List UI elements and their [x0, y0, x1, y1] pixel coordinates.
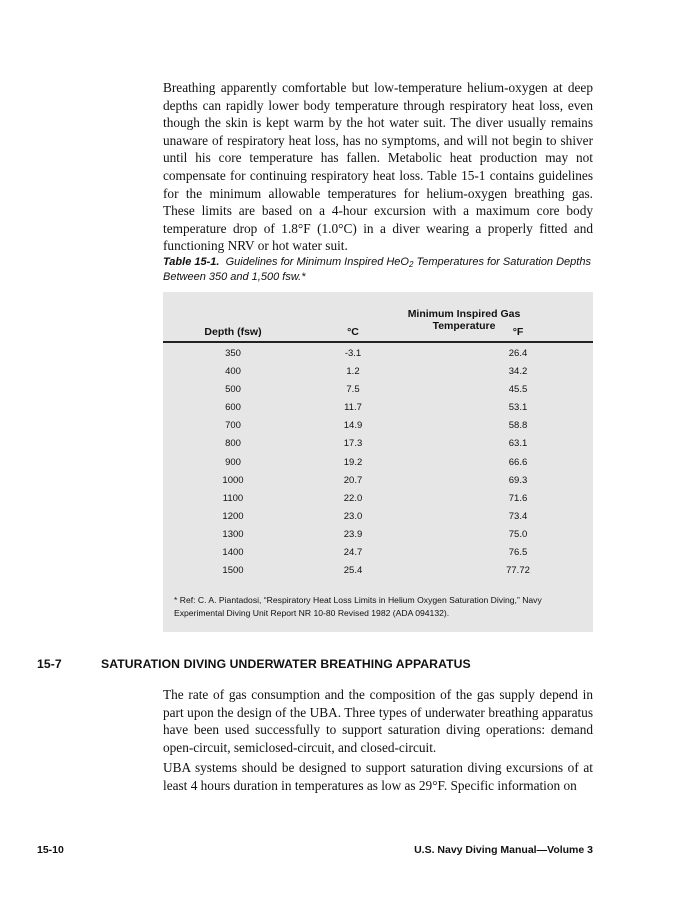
table-row [163, 508, 593, 526]
cell-depth: 500 [225, 384, 241, 396]
table-footnote: * Ref: C. A. Piantadosi, “Respiratory Heat Loss Limits in Helium Oxygen Saturation Diving,” Navy Experimental Diving Unit Report NR 10-80 Revised 1982 (ADA 094132). [174, 595, 542, 618]
cell-depth: 600 [225, 402, 241, 414]
table-row [163, 399, 593, 417]
cell-fahrenheit: 34.2 [508, 366, 528, 378]
cell-depth: 1000 [222, 474, 244, 486]
cell-celsius: 23.9 [343, 528, 363, 540]
table-row [163, 454, 593, 472]
table-caption-label: Table 15-1. [163, 256, 220, 268]
column-header-celsius: °C [347, 326, 359, 338]
cell-celsius: 7.5 [346, 384, 360, 396]
table-row [163, 472, 593, 490]
cell-depth: 900 [225, 456, 241, 468]
table-row [163, 526, 593, 544]
cell-celsius: 25.4 [343, 565, 363, 577]
column-header-fahrenheit: °F [512, 326, 524, 338]
cell-celsius: 20.7 [343, 474, 363, 486]
uba-paragraph: The rate of gas consumption and the composition of the gas supply depend in part upon the design of the UBA. Three types of underwater breathing apparatus have been used successfully to support saturation diving operations: demand open-circuit, semiclosed-circuit, and closed-circuit. [163, 687, 593, 755]
table-row [163, 363, 593, 381]
cell-celsius: 14.9 [343, 420, 363, 432]
cell-fahrenheit: 76.5 [508, 547, 528, 559]
cell-fahrenheit: 69.3 [508, 474, 528, 486]
cell-depth: 1400 [222, 547, 244, 559]
cell-celsius: 11.7 [344, 402, 362, 414]
cell-depth: 1300 [222, 528, 244, 540]
table-row [163, 417, 593, 435]
cell-depth: 1200 [222, 510, 244, 522]
temperature-table [163, 292, 593, 632]
cell-fahrenheit: 63.1 [508, 438, 528, 450]
cell-celsius: -3.1 [344, 348, 362, 359]
cell-fahrenheit: 73.4 [508, 510, 528, 522]
header-rule [163, 341, 593, 343]
cell-celsius: 23.0 [343, 510, 363, 522]
intro-paragraph: Breathing apparently comfortable but low-temperature helium-oxygen at deep depths can rapidly lower body temperature through respiratory heat loss, even though the skin is kept warm by the hot water suit. The diver usually remains unaware of respiratory heat loss, has no symptoms, and will not begin to shiver until his core temperature has fallen. Metabolic heat production may not compensate for continuing respiratory heat loss. Table 15-1 contains guidelines for the minimum allowable temperatures for helium-oxygen breathing gas. These limits are based on a 4-hour excursion with a maximum core body temperature drop of 1.8°F (1.0°C) in a diver wearing a properly fitted and functioning NRV or hot water suit. [163, 80, 593, 254]
cell-fahrenheit: 66.6 [508, 456, 528, 468]
cell-celsius: 24.7 [343, 547, 363, 559]
column-header-depth: Depth (fsw) [204, 326, 262, 338]
cell-celsius: 22.0 [343, 492, 363, 504]
table-row [163, 435, 593, 453]
cell-celsius: 17.3 [343, 438, 363, 450]
table-group-header: Minimum Inspired Gas Temperature [407, 308, 521, 332]
cell-depth: 700 [225, 420, 241, 432]
cell-depth: 800 [225, 438, 241, 450]
uba-systems-paragraph: UBA systems should be designed to support saturation diving excursions of at least 4 hours duration in temperatures as low as 29°F. Specific information on [163, 760, 593, 793]
publication-title: U.S. Navy Diving Manual—Volume 3 [414, 844, 593, 856]
cell-fahrenheit: 58.8 [508, 420, 528, 432]
cell-depth: 400 [225, 366, 241, 378]
table-row [163, 345, 593, 363]
section-title: SATURATION DIVING UNDERWATER BREATHING APPARATUS [101, 657, 471, 671]
table-body [163, 345, 593, 580]
table-row [163, 490, 593, 508]
cell-fahrenheit: 75.0 [508, 528, 528, 540]
cell-depth: 1500 [222, 565, 244, 577]
table-caption-text: Guidelines for Minimum Inspired HeO [225, 256, 409, 268]
cell-depth: 1100 [222, 492, 244, 504]
cell-depth: 350 [225, 348, 241, 359]
table-caption [163, 255, 593, 285]
table-row [163, 562, 593, 580]
cell-fahrenheit: 45.5 [508, 384, 528, 396]
table-caption-subscript: 2 [408, 260, 414, 269]
table-caption-text-2: Temperatures for Saturation Depths Between 350 and 1,500 fsw.* [163, 256, 591, 283]
table-row [163, 544, 593, 562]
cell-fahrenheit: 53.1 [508, 402, 528, 414]
cell-fahrenheit: 71.6 [508, 492, 528, 504]
cell-celsius: 19.2 [343, 456, 363, 468]
table-row [163, 381, 593, 399]
cell-celsius: 1.2 [346, 366, 360, 378]
cell-fahrenheit: 26.4 [508, 348, 528, 359]
cell-fahrenheit: 77.72 [506, 565, 530, 577]
section-number: 15-7 [37, 657, 62, 671]
page-number: 15-10 [37, 844, 64, 856]
